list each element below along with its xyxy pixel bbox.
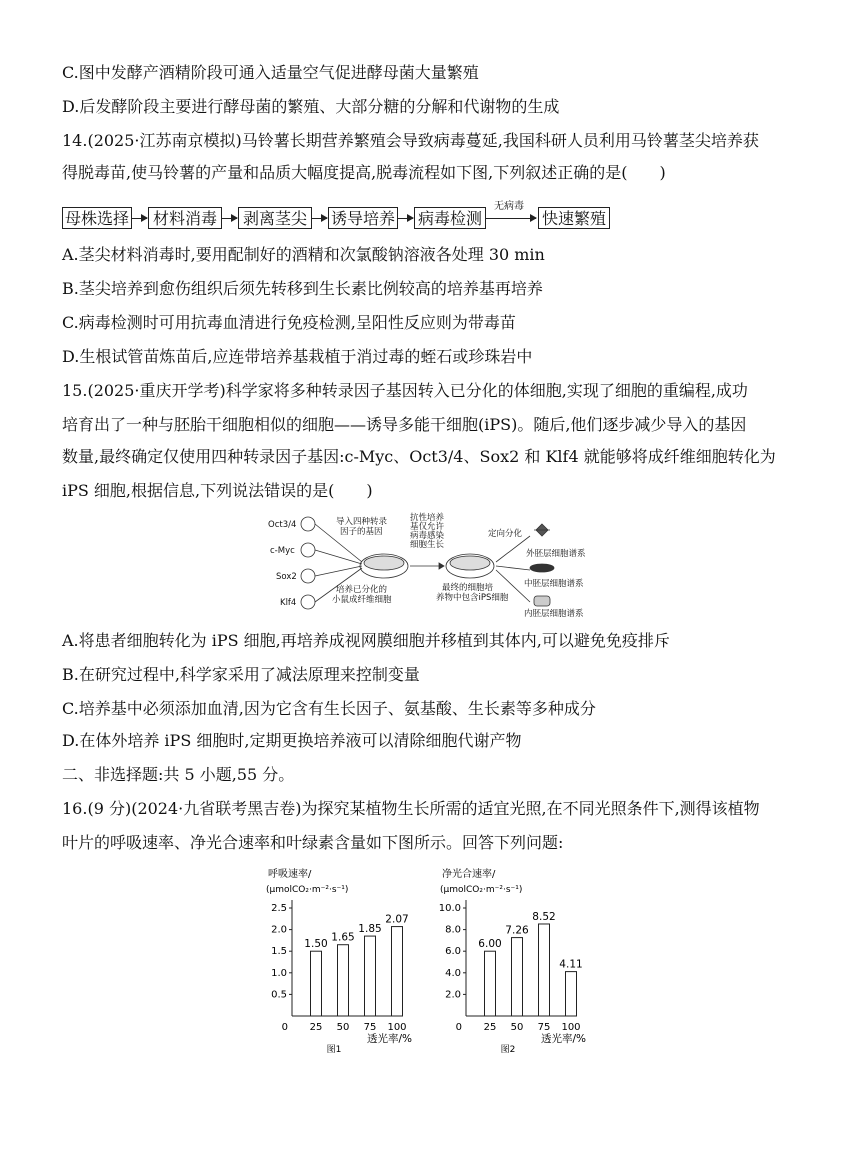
diagram-label: 中胚层细胞谱系 bbox=[524, 579, 584, 589]
x-tick-label: 75 bbox=[363, 1022, 377, 1033]
y-tick-label: 1.0 bbox=[271, 967, 287, 979]
muscle-cell-icon bbox=[530, 564, 554, 572]
origin-label: 0 bbox=[455, 1022, 462, 1033]
q14-option-a: A.茎尖材料消毒时,要用配制好的酒精和次氯酸钠溶液各处理 30 min bbox=[62, 245, 545, 264]
q16-stem-1: 16.(9 分)(2024·九省联考黑吉卷)为探究某植物生长所需的适宜光照,在不同光照条件下,测得该植物 bbox=[62, 799, 760, 818]
diagram-label: 因子的基因 bbox=[340, 527, 383, 537]
q14-stem-2: 得脱毒苗,使马铃薯的产量和品质大幅度提高,脱毒流程如下图,下列叙述正确的是( ) bbox=[62, 163, 666, 182]
chart-title: 图1 bbox=[326, 1045, 342, 1055]
pancreas-cell-icon bbox=[534, 596, 550, 606]
virus-icon bbox=[301, 517, 315, 531]
x-tick-label: 25 bbox=[483, 1022, 497, 1033]
diagram-label: 基仅允许 bbox=[410, 522, 445, 532]
q14-stem-1: 14.(2025·江苏南京模拟)马铃薯长期营养繁殖会导致病毒蔓延,我国科研人员利用马铃薯茎尖培养获 bbox=[62, 131, 759, 150]
bar bbox=[485, 951, 496, 1016]
diagram-label: 细胞生长 bbox=[410, 540, 445, 550]
bar bbox=[392, 927, 403, 1016]
chart-title: 图2 bbox=[500, 1045, 516, 1055]
x-tick-label: 100 bbox=[561, 1022, 581, 1033]
y-tick-label: 6.0 bbox=[445, 946, 461, 958]
option-c-prev: C.图中发酵产酒精阶段可通入适量空气促进酵母菌大量繁殖 bbox=[62, 63, 479, 82]
x-tick-label: 50 bbox=[336, 1022, 350, 1033]
q15-stem-2: 培育出了一种与胚胎干细胞相似的细胞——诱导多能干细胞(iPS)。随后,他们逐步减少导入的基因 bbox=[62, 415, 747, 434]
diagram-label: 最终的细胞培 bbox=[442, 583, 494, 593]
gene-label: c-Myc bbox=[270, 546, 295, 556]
diagram-label: 养物中包含iPS细胞 bbox=[436, 593, 509, 603]
bar bbox=[566, 972, 577, 1016]
chart-respiration bbox=[262, 866, 432, 1056]
y-tick-label: 2.0 bbox=[445, 989, 461, 1001]
q14-option-c: C.病毒检测时可用抗毒血清进行免疫检测,呈阳性反应则为带毒苗 bbox=[62, 313, 516, 332]
flow-step: 母株选择 bbox=[62, 207, 132, 229]
chart-net-photosynthesis bbox=[436, 866, 606, 1056]
bar-value-label: 2.07 bbox=[385, 913, 409, 926]
gene-label: Klf4 bbox=[280, 598, 297, 608]
q16-stem-2: 叶片的呼吸速率、净光合速率和叶绿素含量如下图所示。回答下列问题: bbox=[62, 833, 564, 852]
flow-arrow bbox=[132, 218, 147, 219]
y-axis-label: 呼吸速率/ bbox=[268, 869, 312, 880]
diagram-label: 培养已分化的 bbox=[336, 585, 388, 595]
flow-arrow bbox=[222, 218, 237, 219]
y-tick-label: 8.0 bbox=[445, 924, 461, 936]
option-d-prev: D.后发酵阶段主要进行酵母菌的繁殖、大部分糖的分解和代谢物的生成 bbox=[62, 97, 560, 116]
bar-value-label: 8.52 bbox=[532, 910, 556, 923]
x-tick-label: 50 bbox=[510, 1022, 524, 1033]
origin-label: 0 bbox=[281, 1022, 288, 1033]
x-tick-label: 25 bbox=[309, 1022, 323, 1033]
q15-option-c: C.培养基中必须添加血清,因为它含有生长因子、氨基酸、生长素等多种成分 bbox=[62, 699, 596, 718]
ips-diagram bbox=[262, 510, 602, 620]
diagram-label: 定向分化 bbox=[488, 529, 523, 539]
neuron-icon bbox=[534, 524, 550, 536]
y-tick-label: 2.0 bbox=[271, 924, 287, 936]
diagram-label: 病毒感染 bbox=[410, 531, 445, 541]
gene-label: Sox2 bbox=[276, 572, 297, 582]
flow-step: 诱导培养 bbox=[328, 207, 398, 229]
y-tick-label: 1.5 bbox=[271, 946, 287, 958]
q15-stem-3: 数量,最终确定仅使用四种转录因子基因:c-Myc、Oct3/4、Sox2 和 Klf4 就能够将成纤维细胞转化为 bbox=[62, 447, 776, 466]
bar-value-label: 1.50 bbox=[304, 938, 328, 951]
y-axis-label: 净光合速率/ bbox=[442, 869, 496, 880]
q15-stem-1: 15.(2025·重庆开学考)科学家将多种转录因子基因转入已分化的体细胞,实现了细胞的重编程,成功 bbox=[62, 381, 748, 400]
q14-option-d: D.生根试管苗炼苗后,应连带培养基栽植于消过毒的蛭石或珍珠岩中 bbox=[62, 347, 533, 366]
x-tick-label: 75 bbox=[537, 1022, 551, 1033]
flow-arrow-virus-free bbox=[486, 218, 536, 219]
virus-icon bbox=[301, 569, 315, 583]
flow-arrow-label: 无病毒 bbox=[494, 201, 524, 212]
bar-value-label: 4.11 bbox=[559, 958, 583, 971]
q15-stem-4: iPS 细胞,根据信息,下列说法错误的是( ) bbox=[62, 481, 373, 500]
bar bbox=[365, 936, 376, 1016]
q15-option-d: D.在体外培养 iPS 细胞时,定期更换培养液可以清除细胞代谢产物 bbox=[62, 731, 522, 750]
y-tick-label: 10.0 bbox=[438, 903, 461, 914]
bar-value-label: 7.26 bbox=[505, 924, 529, 937]
flow-arrow bbox=[398, 218, 413, 219]
x-axis-label: 透光率/% bbox=[540, 1033, 586, 1045]
diagram-label: 外胚层细胞谱系 bbox=[526, 549, 586, 559]
flow-step: 剥离茎尖 bbox=[238, 207, 312, 229]
flow-arrow bbox=[312, 218, 327, 219]
q15-option-b: B.在研究过程中,科学家采用了减法原理来控制变量 bbox=[62, 665, 420, 684]
diagram-label: 抗性培养 bbox=[410, 513, 445, 523]
bar-value-label: 1.65 bbox=[331, 931, 355, 944]
bar-value-label: 6.00 bbox=[478, 938, 502, 951]
virus-icon bbox=[301, 595, 315, 609]
q15-option-a: A.将患者细胞转化为 iPS 细胞,再培养成视网膜细胞并移植到其体内,可以避免免疫排斥 bbox=[62, 631, 670, 650]
bar-value-label: 1.85 bbox=[358, 923, 382, 936]
flow-step: 材料消毒 bbox=[148, 207, 222, 229]
bar bbox=[311, 951, 322, 1016]
bar bbox=[338, 945, 349, 1016]
gene-label: Oct3/4 bbox=[268, 520, 297, 530]
virus-icon bbox=[301, 543, 315, 557]
q14-option-b: B.茎尖培养到愈伤组织后须先转移到生长素比例较高的培养基再培养 bbox=[62, 279, 543, 298]
diagram-label: 内胚层细胞谱系 bbox=[524, 609, 584, 619]
y-axis-unit: (μmolCO₂·m⁻²·s⁻¹) bbox=[266, 885, 349, 895]
diagram-label: 导入四种转录 bbox=[336, 517, 388, 527]
diagram-label: 小鼠成纤维细胞 bbox=[332, 595, 392, 605]
y-axis-unit: (μmolCO₂·m⁻²·s⁻¹) bbox=[440, 885, 523, 895]
flow-step: 快速繁殖 bbox=[538, 207, 610, 229]
x-tick-label: 100 bbox=[387, 1022, 407, 1033]
y-tick-label: 4.0 bbox=[445, 967, 461, 979]
y-tick-label: 0.5 bbox=[271, 989, 287, 1001]
x-axis-label: 透光率/% bbox=[366, 1033, 412, 1045]
bar bbox=[512, 938, 523, 1016]
bar bbox=[539, 924, 550, 1016]
flow-step: 病毒检测 bbox=[414, 207, 486, 229]
y-tick-label: 2.5 bbox=[271, 903, 287, 914]
section-heading: 二、非选择题:共 5 小题,55 分。 bbox=[62, 765, 295, 784]
